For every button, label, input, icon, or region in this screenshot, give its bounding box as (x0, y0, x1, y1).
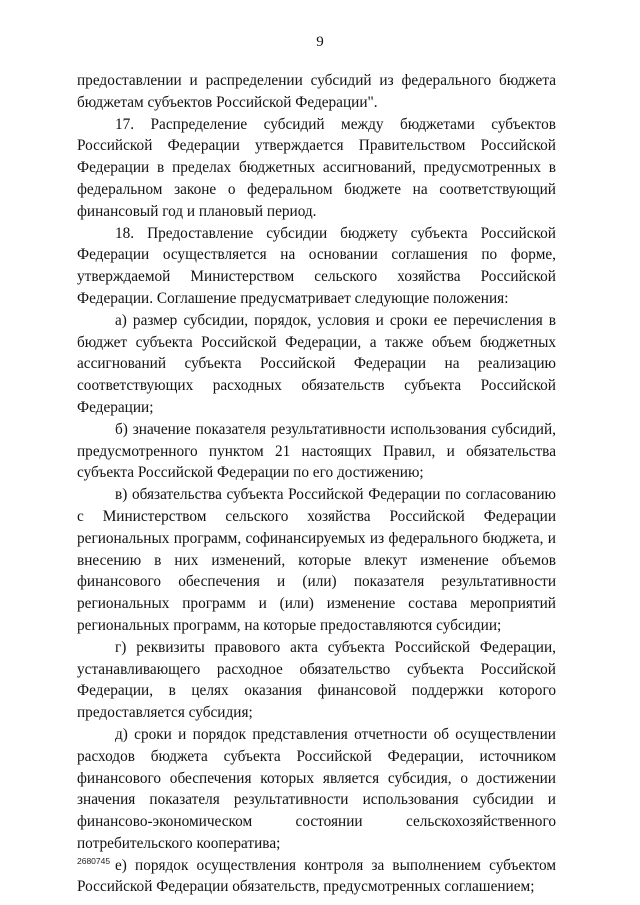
page-number: 9 (316, 34, 324, 50)
clause-e: е) порядок осуществления контроля за выполнением субъектом Российской Федерации обязательств, предусмотренных соглашением; (77, 856, 556, 896)
clause-g: г) реквизиты правового акта субъекта Российской Федерации, устанавливающего расходное обязательство субъекта Российской Федерации, в целях оказания финансовой поддержки которого предоставляется субсидия; (77, 638, 556, 722)
document-body (77, 70, 556, 898)
clause-d: д) сроки и порядок представления отчетности об осуществлении расходов бюджета субъекта Российской Федерации, источником финансового обеспечения которых является субсидия, о достижении значения показателя результативности использования субсидии и финансово-экономическом состоянии сельскохозяйственного потребительского кооператива; (77, 725, 556, 852)
paragraph-17: 17. Распределение субсидий между бюджетами субъектов Российской Федерации утверждается Правительством Российской Федерации в пределах бюджетных ассигнований, предусмотренных в федеральном законе о федеральном бюджете на соответствующий финансовый год и плановый период. (77, 115, 556, 220)
clause-a: а) размер субсидии, порядок, условия и сроки ее перечисления в бюджет субъекта Российской Федерации, а также объем бюджетных ассигнований субъекта Российской Федерации на реализацию соответствующих расходных обязательств субъекта Российской Федерации; (77, 311, 556, 416)
document-code: 2680745 (77, 856, 111, 866)
clause-b: б) значение показателя результативности использования субсидий, предусмотренного пунктом 21 настоящих Правил, и обязательства субъекта Российской Федерации по его достижению; (77, 420, 556, 482)
paragraph-continuation: предоставлении и распределении субсидий из федерального бюджета бюджетам субъектов Российской Федерации". (77, 72, 556, 111)
clause-v: в) обязательства субъекта Российской Федерации по согласованию с Министерством сельского хозяйства Российской Федерации региональных программ, софинансируемых из федерального бюджета, и внесению в них изменений, которые влекут изменение объемов финансового обеспечения и (или) показателя результативности региональных программ и (или) изменение состава мероприятий региональных программ, на которые предоставляются субсидии; (77, 486, 556, 634)
paragraph-18: 18. Предоставление субсидии бюджету субъекта Российской Федерации осуществляется на основании соглашения по форме, утверждаемой Министерством сельского хозяйства Российской Федерации. Соглашение предусматривает следующие положения: (77, 224, 556, 307)
